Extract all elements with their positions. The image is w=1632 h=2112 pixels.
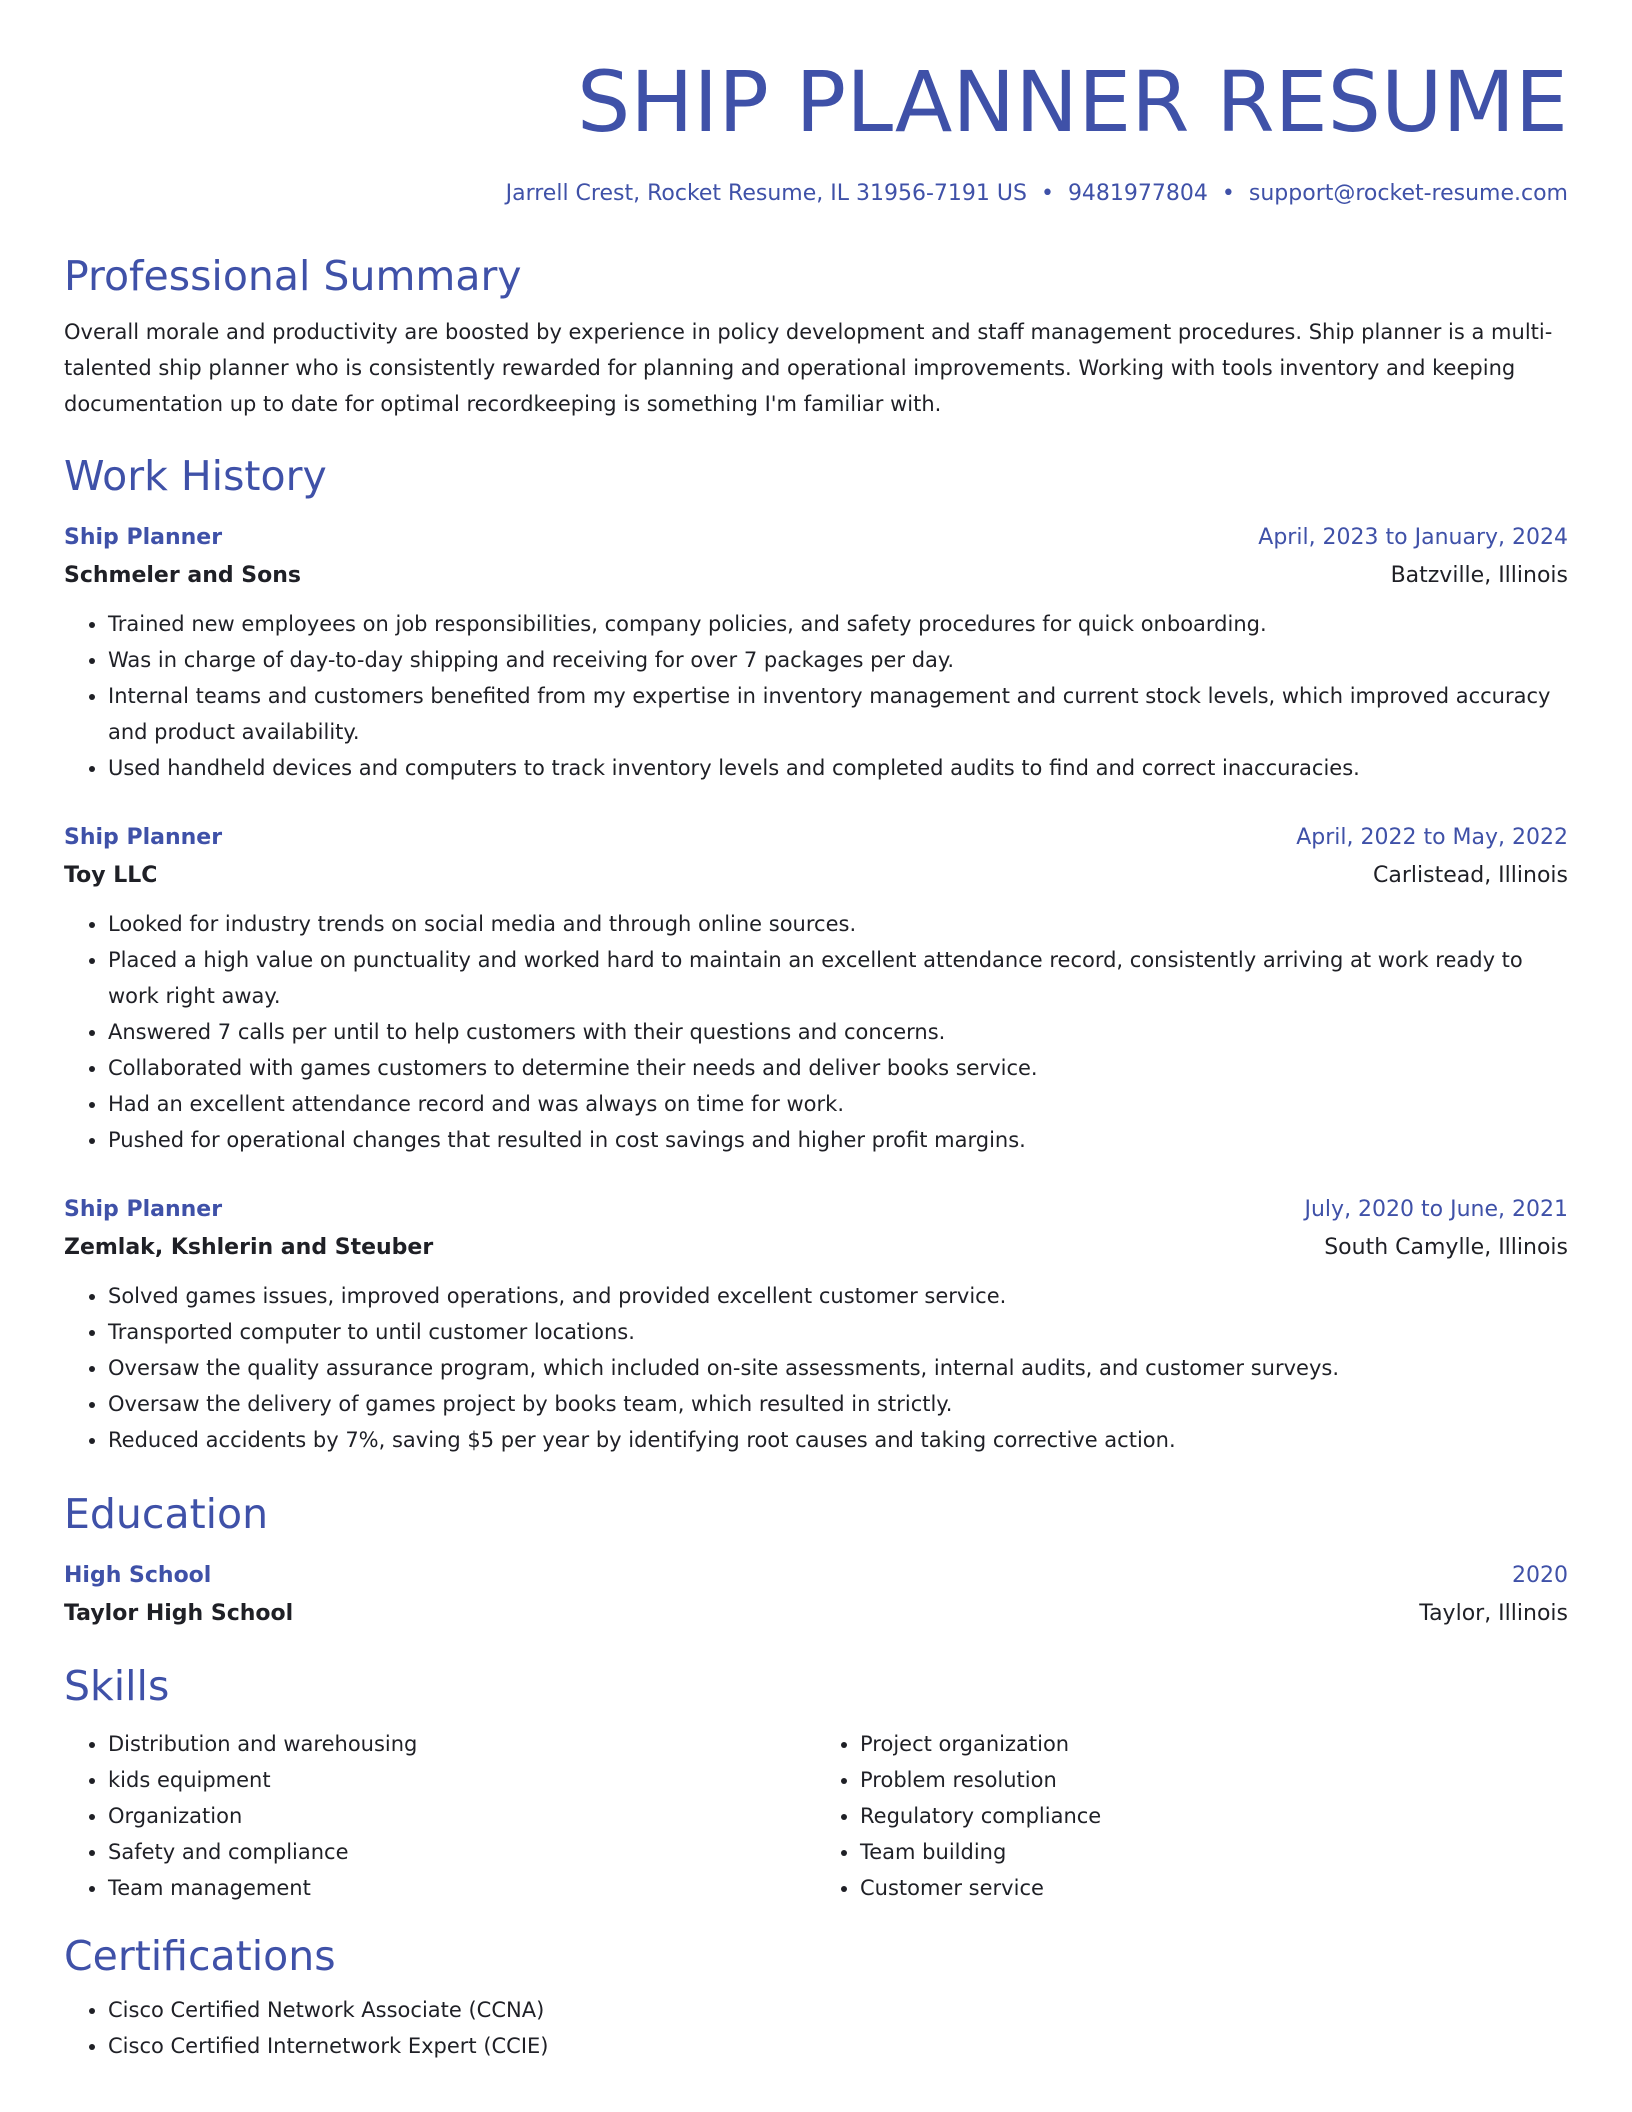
- education-heading: Education: [64, 1490, 269, 1538]
- summary-text: Overall morale and productivity are boosted by experience in policy development and staff management procedures. Ship planner is a multi-talented ship planner who is consistently rewarded for planning and operational improvements. Working with tools inventory and keeping documentation up to date for optimal recordkeeping is something I'm familiar with.: [64, 320, 1553, 416]
- skill-item: • Customer service: [860, 1870, 1568, 1906]
- certifications-list: [64, 1992, 1568, 2064]
- skill-item: • Regulatory compliance: [860, 1798, 1568, 1834]
- job-bullet: • Oversaw the delivery of games project by books team, which resulted in strictly.: [108, 1386, 1568, 1422]
- job-dates: July, 2020 to June, 2021: [1304, 1197, 1568, 1222]
- company-name: Schmeler and Sons: [64, 563, 301, 588]
- certification-item: • Cisco Certified Network Associate (CCNA): [108, 1992, 1568, 2028]
- skills-grid: [64, 1726, 1568, 1906]
- job-location: Batzville, Illinois: [1390, 563, 1568, 588]
- job-bullet: • Answered 7 calls per until to help customers with their questions and concerns.: [108, 1014, 1568, 1050]
- job-bullet: • Transported computer to until customer locations.: [108, 1314, 1568, 1350]
- job-bullet: • Solved games issues, improved operations, and provided excellent customer service.: [108, 1278, 1568, 1314]
- job-entry: [64, 520, 1568, 786]
- job-bullet: • Looked for industry trends on social media and through online sources.: [108, 906, 1568, 942]
- job-location: South Camylle, Illinois: [1324, 1235, 1568, 1260]
- company-name: Zemlak, Kshlerin and Steuber: [64, 1235, 434, 1260]
- certifications-heading: Certifications: [64, 1932, 336, 1980]
- school-location: Taylor, Illinois: [1419, 1601, 1568, 1626]
- job-title: Ship Planner: [64, 525, 223, 550]
- certification-item: • Cisco Certified Internetwork Expert (CCIE): [108, 2028, 1568, 2064]
- contact-separator: •: [1040, 181, 1054, 206]
- job-bullet: • Internal teams and customers benefited from my expertise in inventory management and current stock levels, which improved accuracy and product availability.: [108, 678, 1568, 750]
- job-dates: April, 2023 to January, 2024: [1258, 525, 1568, 550]
- contact-email[interactable]: support@rocket-resume.com: [1248, 181, 1568, 206]
- job-bullets: [64, 906, 1568, 1158]
- job-bullet: • Pushed for operational changes that resulted in cost savings and higher profit margins.: [108, 1122, 1568, 1158]
- school-name: Taylor High School: [64, 1601, 294, 1626]
- resume-title: SHIP PLANNER RESUME: [576, 53, 1568, 151]
- graduation-year: 2020: [1512, 1563, 1568, 1588]
- skill-item: • Team management: [108, 1870, 816, 1906]
- skill-item: • kids equipment: [108, 1762, 816, 1798]
- job-bullet: • Was in charge of day-to-day shipping and receiving for over 7 packages per day.: [108, 642, 1568, 678]
- degree: High School: [64, 1563, 212, 1588]
- work-history-heading: Work History: [64, 452, 327, 500]
- job-title: Ship Planner: [64, 825, 223, 850]
- contact-address: Jarrell Crest, Rocket Resume, IL 31956-7191 US: [505, 181, 1027, 206]
- job-bullets: [64, 606, 1568, 786]
- job-entry: [64, 820, 1568, 1158]
- skill-item: • Problem resolution: [860, 1762, 1568, 1798]
- job-location: Carlistead, Illinois: [1373, 863, 1568, 888]
- job-title: Ship Planner: [64, 1197, 223, 1222]
- job-bullet: • Oversaw the quality assurance program, which included on-site assessments, internal audits, and customer surveys.: [108, 1350, 1568, 1386]
- job-bullet: • Trained new employees on job responsibilities, company policies, and safety procedures for quick onboarding.: [108, 606, 1568, 642]
- job-entry: [64, 1192, 1568, 1458]
- skill-item: • Project organization: [860, 1726, 1568, 1762]
- job-bullet: • Placed a high value on punctuality and worked hard to maintain an excellent attendance record, consistently arriving at work ready to work right away.: [108, 942, 1568, 1014]
- contact-phone[interactable]: 9481977804: [1067, 181, 1208, 206]
- summary-heading: Professional Summary: [64, 252, 522, 300]
- skill-item: • Distribution and warehousing: [108, 1726, 816, 1762]
- job-bullet: • Collaborated with games customers to determine their needs and deliver books service.: [108, 1050, 1568, 1086]
- skill-item: • Organization: [108, 1798, 816, 1834]
- contact-separator: •: [1221, 181, 1235, 206]
- skill-item: • Safety and compliance: [108, 1834, 816, 1870]
- contact-line: [64, 178, 1568, 210]
- job-bullet: • Reduced accidents by 7%, saving $5 per year by identifying root causes and taking corrective action.: [108, 1422, 1568, 1458]
- education-entry: [64, 1558, 1568, 1634]
- skills-heading: Skills: [64, 1662, 170, 1710]
- skills-column-right: [816, 1726, 1568, 1906]
- job-dates: April, 2022 to May, 2022: [1296, 825, 1568, 850]
- skill-item: • Team building: [860, 1834, 1568, 1870]
- job-bullet: • Used handheld devices and computers to track inventory levels and completed audits to find and correct inaccuracies.: [108, 750, 1568, 786]
- company-name: Toy LLC: [64, 863, 158, 888]
- job-bullet: • Had an excellent attendance record and was always on time for work.: [108, 1086, 1568, 1122]
- job-bullets: [64, 1278, 1568, 1458]
- skills-column-left: [64, 1726, 816, 1906]
